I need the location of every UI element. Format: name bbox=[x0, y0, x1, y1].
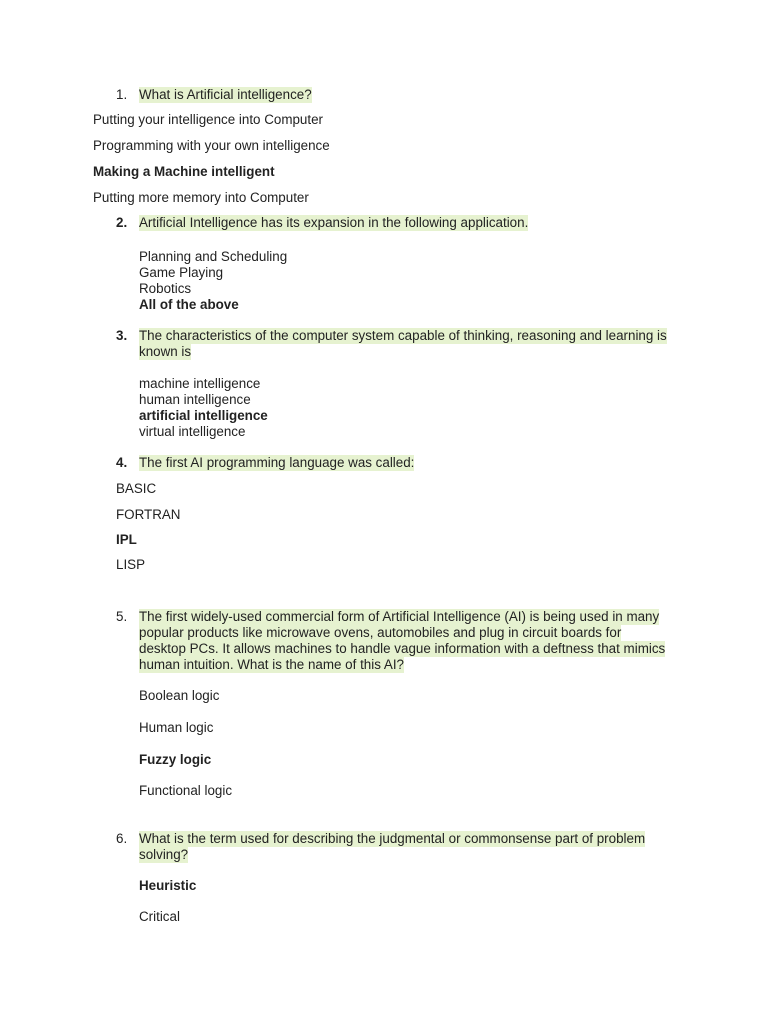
correct-answer-option: IPL bbox=[116, 532, 137, 547]
answer-option: Robotics bbox=[139, 281, 192, 296]
answer-option: machine intelligence bbox=[139, 376, 261, 391]
correct-answer-option: artificial intelligence bbox=[139, 408, 268, 423]
correct-answer-option: All of the above bbox=[139, 297, 239, 312]
question-text-line: popular products like microwave ovens, automobiles and plug in circuit boards for bbox=[139, 625, 622, 640]
correct-answer-option: Fuzzy logic bbox=[139, 752, 212, 767]
answer-option: virtual intelligence bbox=[139, 424, 246, 439]
answer-option: Programming with your own intelligence bbox=[93, 138, 330, 153]
answer-option: Game Playing bbox=[139, 265, 224, 280]
answer-option: FORTRAN bbox=[116, 507, 181, 522]
question-number: 2. bbox=[116, 215, 128, 230]
answer-option: Functional logic bbox=[139, 783, 233, 798]
question-text-line: known is bbox=[139, 344, 192, 359]
question-text: Artificial Intelligence has its expansion in the following application. bbox=[139, 215, 529, 230]
question-number: 4. bbox=[116, 455, 128, 470]
answer-option: Boolean logic bbox=[139, 688, 220, 703]
question-number: 1. bbox=[116, 87, 128, 102]
question-number: 5. bbox=[116, 609, 128, 624]
answer-option: LISP bbox=[116, 557, 146, 572]
question-text-line: The characteristics of the computer system capable of thinking, reasoning and learning is bbox=[139, 328, 667, 343]
question-text-line: solving? bbox=[139, 847, 189, 862]
correct-answer-option: Making a Machine intelligent bbox=[93, 164, 275, 179]
question-text-line: The first widely-used commercial form of Artificial Intelligence (AI) is being used in many bbox=[139, 609, 660, 624]
question-text-line: desktop PCs. It allows machines to handle vague information with a deftness that mimics bbox=[139, 641, 666, 656]
correct-answer-option: Heuristic bbox=[139, 878, 197, 893]
question-number: 6. bbox=[116, 831, 128, 846]
question-text: What is Artificial intelligence? bbox=[139, 87, 312, 102]
question-number: 3. bbox=[116, 328, 128, 343]
answer-option: human intelligence bbox=[139, 392, 251, 407]
question-text-line: What is the term used for describing the judgmental or commonsense part of problem bbox=[139, 831, 646, 846]
answer-option: Critical bbox=[139, 909, 180, 924]
answer-option: Putting more memory into Computer bbox=[93, 190, 309, 205]
answer-option: Planning and Scheduling bbox=[139, 249, 288, 264]
question-text: The first AI programming language was called: bbox=[139, 455, 415, 470]
answer-option: Putting your intelligence into Computer bbox=[93, 112, 324, 127]
answer-option: Human logic bbox=[139, 720, 214, 735]
question-text-line: human intuition. What is the name of this AI? bbox=[139, 657, 404, 672]
answer-option: BASIC bbox=[116, 481, 157, 496]
